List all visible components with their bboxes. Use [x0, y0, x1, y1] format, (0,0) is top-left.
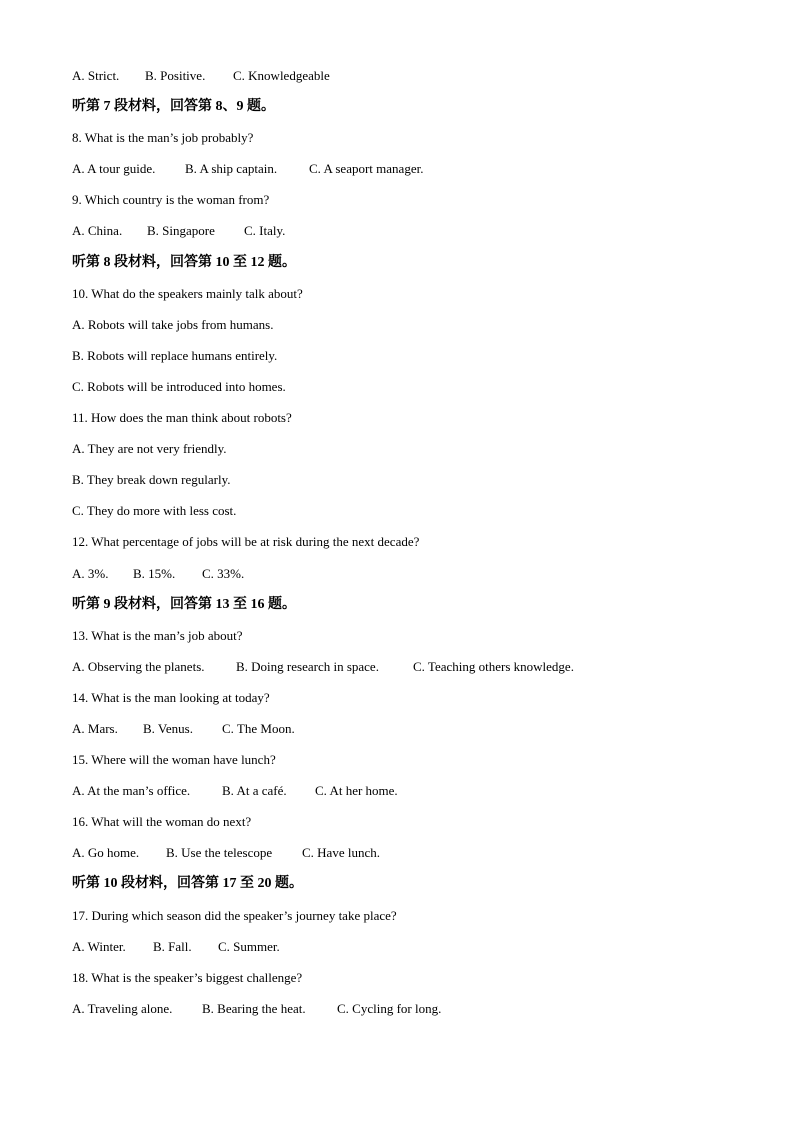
question-text: 13. What is the man’s job about? — [72, 627, 243, 643]
answer-option: B. Doing research in space. — [236, 658, 379, 674]
answer-options — [72, 159, 732, 190]
question-text: C. Robots will be introduced into homes. — [72, 378, 286, 394]
answer-option: B. Use the telescope — [166, 845, 273, 861]
answer-option: A. Winter. — [72, 938, 126, 954]
question-text: 11. How does the man think about robots? — [72, 410, 292, 426]
answer-option: C. Summer. — [218, 938, 280, 954]
answer-option: A. China. — [72, 223, 123, 239]
answer-option: A. A tour guide. — [72, 161, 156, 177]
answer-option: A. Mars. — [72, 720, 118, 736]
answer-option: B. At a café. — [222, 783, 287, 799]
answer-options — [72, 66, 732, 97]
answer-option: A. 3%. — [72, 565, 109, 581]
document-page — [72, 66, 732, 1030]
answer-option: C. The Moon. — [222, 720, 295, 736]
answer-option: C. Knowledgeable — [233, 68, 330, 83]
section-heading: 听第 7 段材料，回答第 8、9 题。 — [72, 99, 275, 115]
section-heading: 听第 9 段材料，回答第 13 至 16 题。 — [72, 596, 296, 612]
answer-option: C. At her home. — [315, 783, 398, 799]
question-text: 14. What is the man looking at today? — [72, 689, 270, 705]
answer-option: A. Strict. — [72, 68, 120, 83]
answer-options — [72, 843, 732, 874]
question-text: 10. What do the speakers mainly talk about? — [72, 285, 303, 301]
question-text: C. They do more with less cost. — [72, 503, 237, 519]
answer-options — [72, 937, 732, 968]
answer-option: B. Positive. — [145, 68, 206, 83]
answer-option: B. Venus. — [143, 720, 193, 736]
question-text: 18. What is the speaker’s biggest challenge? — [72, 969, 303, 985]
answer-option: A. Go home. — [72, 845, 140, 861]
answer-option: A. At the man’s office. — [72, 783, 191, 799]
answer-options — [72, 719, 732, 750]
question-text: A. Robots will take jobs from humans. — [72, 316, 274, 332]
answer-option: B. Singapore — [147, 223, 215, 239]
question-text: 15. Where will the woman have lunch? — [72, 752, 276, 768]
answer-options — [72, 657, 732, 688]
question-text: B. Robots will replace humans entirely. — [72, 347, 278, 363]
answer-option: B. A ship captain. — [185, 161, 278, 177]
answer-option: B. Bearing the heat. — [202, 1000, 306, 1016]
section-heading: 听第 10 段材料，回答第 17 至 20 题。 — [72, 876, 303, 892]
question-text: 12. What percentage of jobs will be at risk during the next decade? — [72, 534, 420, 550]
answer-option: B. Fall. — [153, 938, 192, 954]
answer-option: C. A seaport manager. — [309, 161, 424, 177]
answer-option: B. 15%. — [133, 565, 176, 581]
question-text: B. They break down regularly. — [72, 472, 231, 488]
question-text: 8. What is the man’s job probably? — [72, 130, 254, 146]
answer-option: C. 33%. — [202, 565, 245, 581]
question-text: 9. Which country is the woman from? — [72, 192, 270, 208]
answer-option: A. Observing the planets. — [72, 658, 205, 674]
answer-option: C. Have lunch. — [302, 845, 380, 861]
question-text: 16. What will the woman do next? — [72, 814, 252, 830]
answer-options — [72, 221, 732, 252]
answer-option: C. Cycling for long. — [337, 1000, 442, 1016]
answer-option: A. Traveling alone. — [72, 1000, 173, 1016]
answer-options — [72, 781, 732, 812]
answer-option: C. Italy. — [244, 223, 286, 239]
question-text: 17. During which season did the speaker’s journey take place? — [72, 907, 397, 923]
section-heading: 听第 8 段材料，回答第 10 至 12 题。 — [72, 254, 296, 270]
answer-options — [72, 999, 732, 1030]
question-text: A. They are not very friendly. — [72, 441, 227, 457]
answer-option: C. Teaching others knowledge. — [413, 658, 574, 674]
answer-options — [72, 564, 732, 595]
